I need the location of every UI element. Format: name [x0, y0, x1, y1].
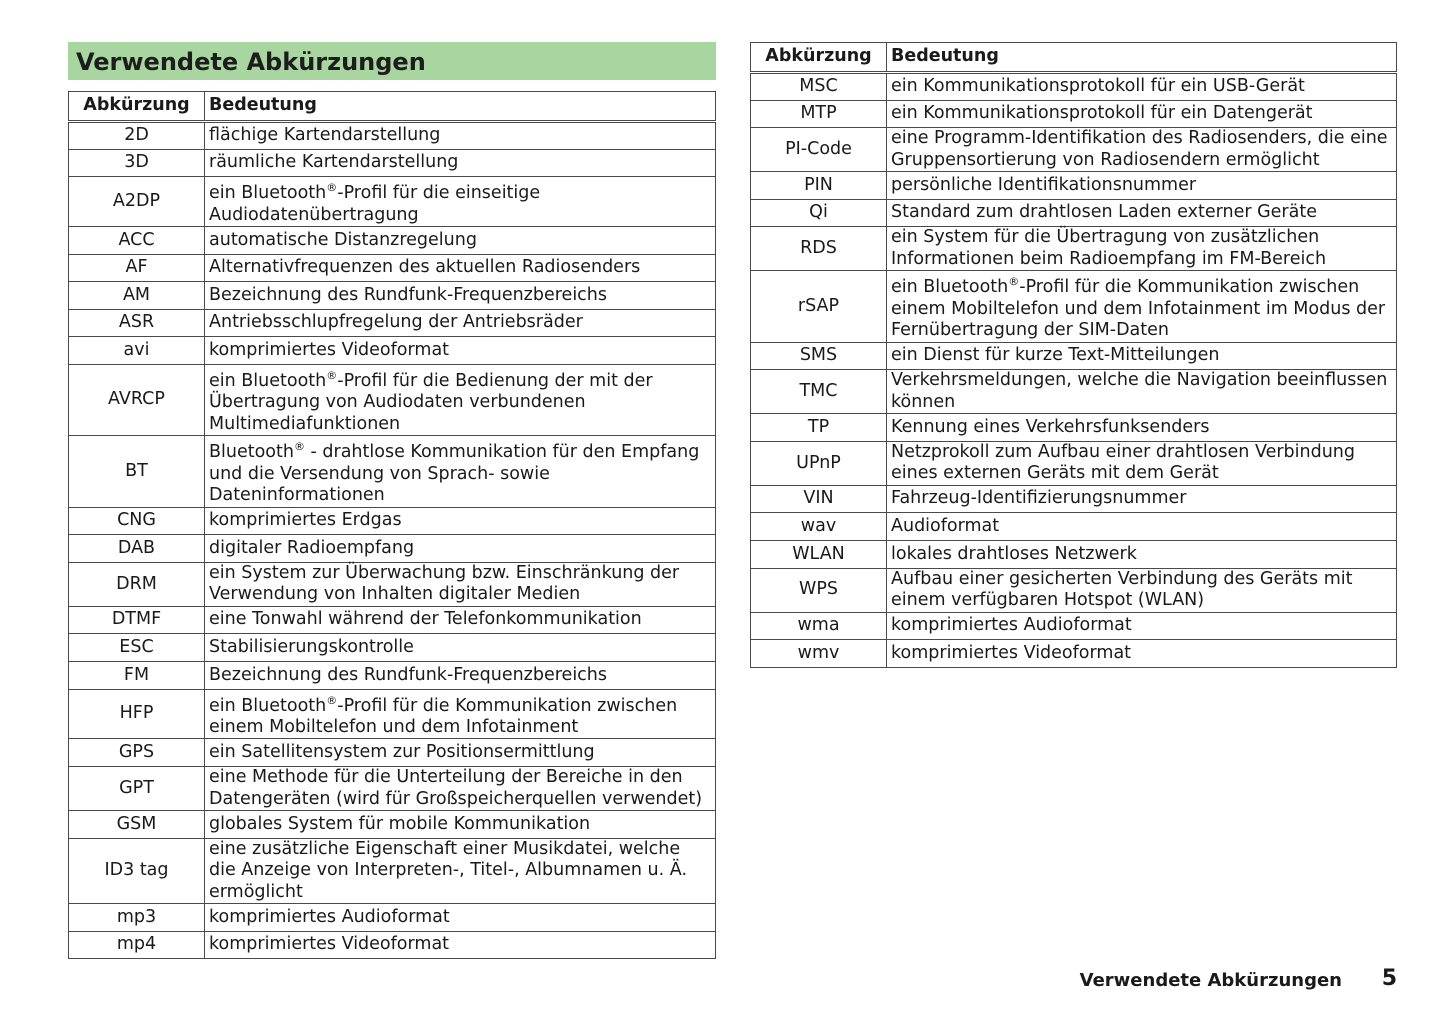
meaning-cell: lokales drahtloses Netzwerk — [887, 541, 1397, 569]
table-row — [69, 254, 716, 282]
table-row — [69, 227, 716, 255]
abbreviation-cell: ID3 tag — [69, 838, 205, 904]
table-row — [69, 337, 716, 365]
abbreviation-cell: GPT — [69, 767, 205, 811]
meaning-cell: Netzprokoll zum Aufbau einer drahtlosen Verbindung eines externen Geräts mit dem Gerät — [887, 441, 1397, 485]
abbreviation-cell: wav — [751, 513, 887, 541]
table-row — [751, 342, 1397, 370]
meaning-cell: ein System für die Übertragung von zusätzlichen Informationen beim Radioempfang im FM-Bereich — [887, 227, 1397, 271]
meaning-cell: ein Bluetooth®-Profil für die Kommunikation zwischen einem Mobiltelefon und dem Infotainment — [205, 689, 716, 739]
table-row — [751, 541, 1397, 569]
table-row — [69, 606, 716, 634]
abbreviation-cell: mp4 — [69, 931, 205, 959]
abbreviation-cell: ASR — [69, 309, 205, 337]
abbreviation-table-right — [750, 42, 1397, 668]
abbreviation-cell: A2DP — [69, 177, 205, 227]
meaning-cell: ein Bluetooth®-Profil für die einseitige Audiodatenübertragung — [205, 177, 716, 227]
meaning-cell: Bezeichnung des Rundfunk-Frequenzbereichs — [205, 662, 716, 690]
table-row — [69, 562, 716, 606]
abbreviation-cell: TMC — [751, 370, 887, 414]
meaning-cell: automatische Distanzregelung — [205, 227, 716, 255]
table-row — [69, 507, 716, 535]
abbreviation-cell: ESC — [69, 634, 205, 662]
table-row — [69, 436, 716, 507]
abbreviation-cell: GSM — [69, 811, 205, 839]
meaning-cell: ein Bluetooth®-Profil für die Bedienung der mit der Übertragung von Audiodaten verbundenen Multimediafunktionen — [205, 364, 716, 435]
registered-mark: ® — [1008, 275, 1020, 289]
column-header-meaning: Bedeutung — [887, 43, 1397, 73]
abbreviation-table-left — [68, 91, 716, 959]
table-row — [751, 73, 1397, 101]
abbreviation-cell: mp3 — [69, 904, 205, 932]
abbreviation-cell: DTMF — [69, 606, 205, 634]
abbreviation-cell: BT — [69, 436, 205, 507]
registered-mark: ® — [326, 368, 338, 382]
abbreviation-cell: VIN — [751, 485, 887, 513]
meaning-cell: Standard zum drahtlosen Laden externer Geräte — [887, 199, 1397, 227]
abbreviation-cell: AVRCP — [69, 364, 205, 435]
table-row — [69, 364, 716, 435]
table-row — [69, 931, 716, 959]
page-number: 5 — [1381, 966, 1397, 991]
abbreviation-cell: RDS — [751, 227, 887, 271]
table-row — [69, 838, 716, 904]
meaning-cell: räumliche Kartendarstellung — [205, 149, 716, 177]
column-header-meaning: Bedeutung — [205, 92, 716, 122]
table-row — [751, 568, 1397, 612]
abbreviation-cell: Qi — [751, 199, 887, 227]
table-row — [751, 485, 1397, 513]
table-row — [751, 513, 1397, 541]
table-row — [751, 199, 1397, 227]
meaning-cell: Bezeichnung des Rundfunk-Frequenzbereichs — [205, 282, 716, 310]
meaning-cell: ein Bluetooth®-Profil für die Kommunikation zwischen einem Mobiltelefon und dem Infotainment im Modus der Fernübertragung der SIM-Daten — [887, 271, 1397, 342]
abbreviation-cell: AF — [69, 254, 205, 282]
table-row — [69, 535, 716, 563]
meaning-cell: persönliche Identifikationsnummer — [887, 172, 1397, 200]
column-header-abbr: Abkürzung — [69, 92, 205, 122]
table-row — [69, 904, 716, 932]
meaning-cell: eine zusätzliche Eigenschaft einer Musikdatei, welche die Anzeige von Interpreten-, Titel-, Albumnamen u. Ä. ermöglicht — [205, 838, 716, 904]
abbreviation-cell: FM — [69, 662, 205, 690]
abbreviation-cell: ACC — [69, 227, 205, 255]
table-row — [69, 122, 716, 150]
table-row — [751, 128, 1397, 172]
meaning-cell: komprimiertes Erdgas — [205, 507, 716, 535]
meaning-cell: ein Dienst für kurze Text-Mitteilungen — [887, 342, 1397, 370]
column-header-abbr: Abkürzung — [751, 43, 887, 73]
registered-mark: ® — [326, 693, 338, 707]
table-row — [69, 177, 716, 227]
table-row — [751, 414, 1397, 442]
table-row — [751, 271, 1397, 342]
meaning-cell: digitaler Radioempfang — [205, 535, 716, 563]
meaning-cell: ein System zur Überwachung bzw. Einschränkung der Verwendung von Inhalten digitaler Medien — [205, 562, 716, 606]
meaning-cell: ein Kommunikationsprotokoll für ein Datengerät — [887, 100, 1397, 128]
abbreviation-cell: WPS — [751, 568, 887, 612]
abbreviation-cell: 2D — [69, 122, 205, 150]
abbreviation-cell: UPnP — [751, 441, 887, 485]
table-row — [69, 309, 716, 337]
meaning-cell: komprimiertes Videoformat — [887, 640, 1397, 668]
table-header-row — [751, 43, 1397, 73]
meaning-cell: Bluetooth® - drahtlose Kommunikation für den Empfang und die Versendung von Sprach- sowie Dateninformationen — [205, 436, 716, 507]
meaning-cell: Fahrzeug-Identifizierungsnummer — [887, 485, 1397, 513]
meaning-cell: komprimiertes Audioformat — [205, 904, 716, 932]
meaning-cell: komprimiertes Videoformat — [205, 337, 716, 365]
meaning-cell: ein Satellitensystem zur Positionsermittlung — [205, 739, 716, 767]
abbreviation-cell: wmv — [751, 640, 887, 668]
registered-mark: ® — [293, 440, 305, 454]
table-row — [69, 689, 716, 739]
meaning-cell: globales System für mobile Kommunikation — [205, 811, 716, 839]
abbreviation-cell: AM — [69, 282, 205, 310]
table-row — [751, 370, 1397, 414]
meaning-cell: Audioformat — [887, 513, 1397, 541]
table-row — [751, 100, 1397, 128]
abbreviation-cell: MSC — [751, 73, 887, 101]
meaning-cell: Alternativfrequenzen des aktuellen Radiosenders — [205, 254, 716, 282]
table-row — [69, 634, 716, 662]
abbreviation-cell: PI-Code — [751, 128, 887, 172]
abbreviation-cell: SMS — [751, 342, 887, 370]
meaning-cell: Stabilisierungskontrolle — [205, 634, 716, 662]
meaning-cell: komprimiertes Audioformat — [887, 612, 1397, 640]
table-row — [69, 282, 716, 310]
table-row — [751, 612, 1397, 640]
table-row — [69, 767, 716, 811]
abbreviation-cell: WLAN — [751, 541, 887, 569]
abbreviation-cell: MTP — [751, 100, 887, 128]
abbreviation-cell: 3D — [69, 149, 205, 177]
table-row — [69, 739, 716, 767]
footer-section-title: Verwendete Abkürzungen — [1079, 970, 1342, 991]
abbreviation-cell: PIN — [751, 172, 887, 200]
meaning-cell: eine Methode für die Unterteilung der Bereiche in den Datengeräten (wird für Großspeicherquellen verwendet) — [205, 767, 716, 811]
table-row — [751, 172, 1397, 200]
table-row — [69, 662, 716, 690]
meaning-cell: eine Tonwahl während der Telefonkommunikation — [205, 606, 716, 634]
table-row — [751, 227, 1397, 271]
section-heading: Verwendete Abkürzungen — [68, 42, 716, 80]
table-row — [751, 640, 1397, 668]
meaning-cell: Kennung eines Verkehrsfunksenders — [887, 414, 1397, 442]
table-header-row — [69, 92, 716, 122]
abbreviation-cell: GPS — [69, 739, 205, 767]
meaning-cell: Antriebsschlupfregelung der Antriebsräder — [205, 309, 716, 337]
abbreviation-cell: DAB — [69, 535, 205, 563]
abbreviation-cell: CNG — [69, 507, 205, 535]
meaning-cell: komprimiertes Videoformat — [205, 931, 716, 959]
meaning-cell: Aufbau einer gesicherten Verbindung des Geräts mit einem verfügbaren Hotspot (WLAN) — [887, 568, 1397, 612]
abbreviation-cell: wma — [751, 612, 887, 640]
abbreviation-cell: avi — [69, 337, 205, 365]
meaning-cell: flächige Kartendarstellung — [205, 122, 716, 150]
abbreviation-cell: HFP — [69, 689, 205, 739]
meaning-cell: Verkehrsmeldungen, welche die Navigation beeinflussen können — [887, 370, 1397, 414]
table-row — [69, 811, 716, 839]
abbreviation-cell: TP — [751, 414, 887, 442]
table-row — [69, 149, 716, 177]
abbreviation-cell: DRM — [69, 562, 205, 606]
meaning-cell: ein Kommunikationsprotokoll für ein USB-Gerät — [887, 73, 1397, 101]
table-row — [751, 441, 1397, 485]
registered-mark: ® — [326, 181, 338, 195]
abbreviation-cell: rSAP — [751, 271, 887, 342]
meaning-cell: eine Programm-Identifikation des Radiosenders, die eine Gruppensortierung von Radiosendern ermöglicht — [887, 128, 1397, 172]
